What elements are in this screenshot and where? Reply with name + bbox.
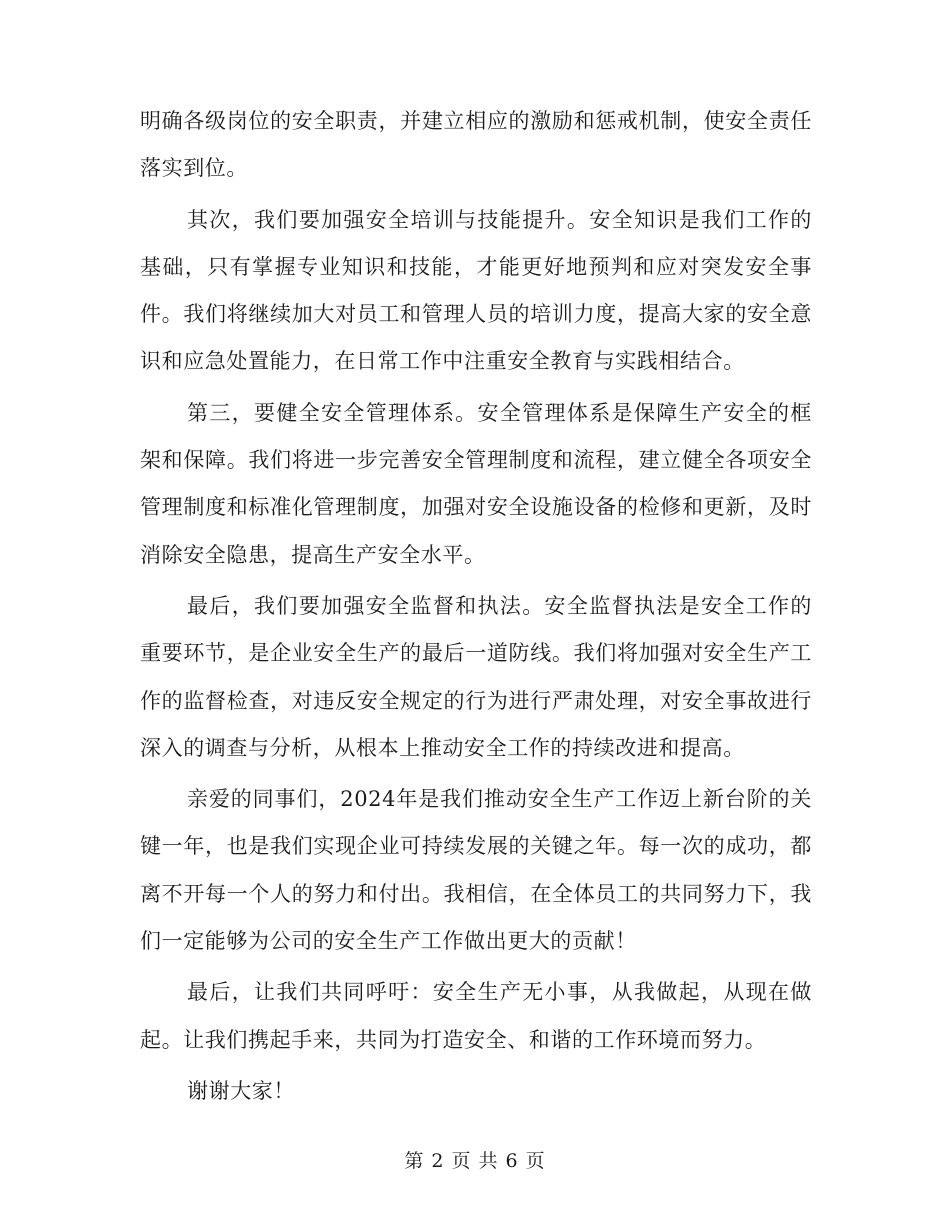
paragraph-colleagues: 亲爱的同事们，2024年是我们推动安全生产工作迈上新台阶的关键一年，也是我们实现企业可持续发展的关键之年。每一次的成功，都离不开每一个人的努力和付出。我相信，在全体员工的共同努力下，我们一定能够为公司的安全生产工作做出更大的贡献！	[140, 787, 812, 954]
paragraph-management-system: 第三，要健全安全管理体系。安全管理体系是保障生产安全的框架和保障。我们将进一步完善安全管理制度和流程，建立健全各项安全管理制度和标准化管理制度，加强对安全设施设备的检修和更新，及时消除安全隐患，提高生产安全水平。	[140, 400, 812, 567]
paragraph-appeal: 最后，让我们共同呼吁：安全生产无小事，从我做起，从现在做起。让我们携起手来，共同为打造安全、和谐的工作环境而努力。	[140, 980, 812, 1052]
document-body	[140, 98, 812, 1119]
paragraph-supervision: 最后，我们要加强安全监督和执法。安全监督执法是安全工作的重要环节，是企业安全生产的最后一道防线。我们将加强对安全生产工作的监督检查，对违反安全规定的行为进行严肃处理，对安全事故进行深入的调查与分析，从根本上推动安全工作的持续改进和提高。	[140, 593, 812, 760]
paragraph-continuation: 明确各级岗位的安全职责，并建立相应的激励和惩戒机制，使安全责任落实到位。	[140, 109, 812, 181]
page-number-footer: 第 2 页 共 6 页	[404, 1150, 546, 1172]
paragraph-thanks: 谢谢大家！	[187, 1078, 295, 1103]
paragraph-training: 其次，我们要加强安全培训与技能提升。安全知识是我们工作的基础，只有掌握专业知识和技能，才能更好地预判和应对突发安全事件。我们将继续加大对员工和管理人员的培训力度，提高大家的安全意识和应急处置能力，在日常工作中注重安全教育与实践相结合。	[140, 207, 812, 374]
